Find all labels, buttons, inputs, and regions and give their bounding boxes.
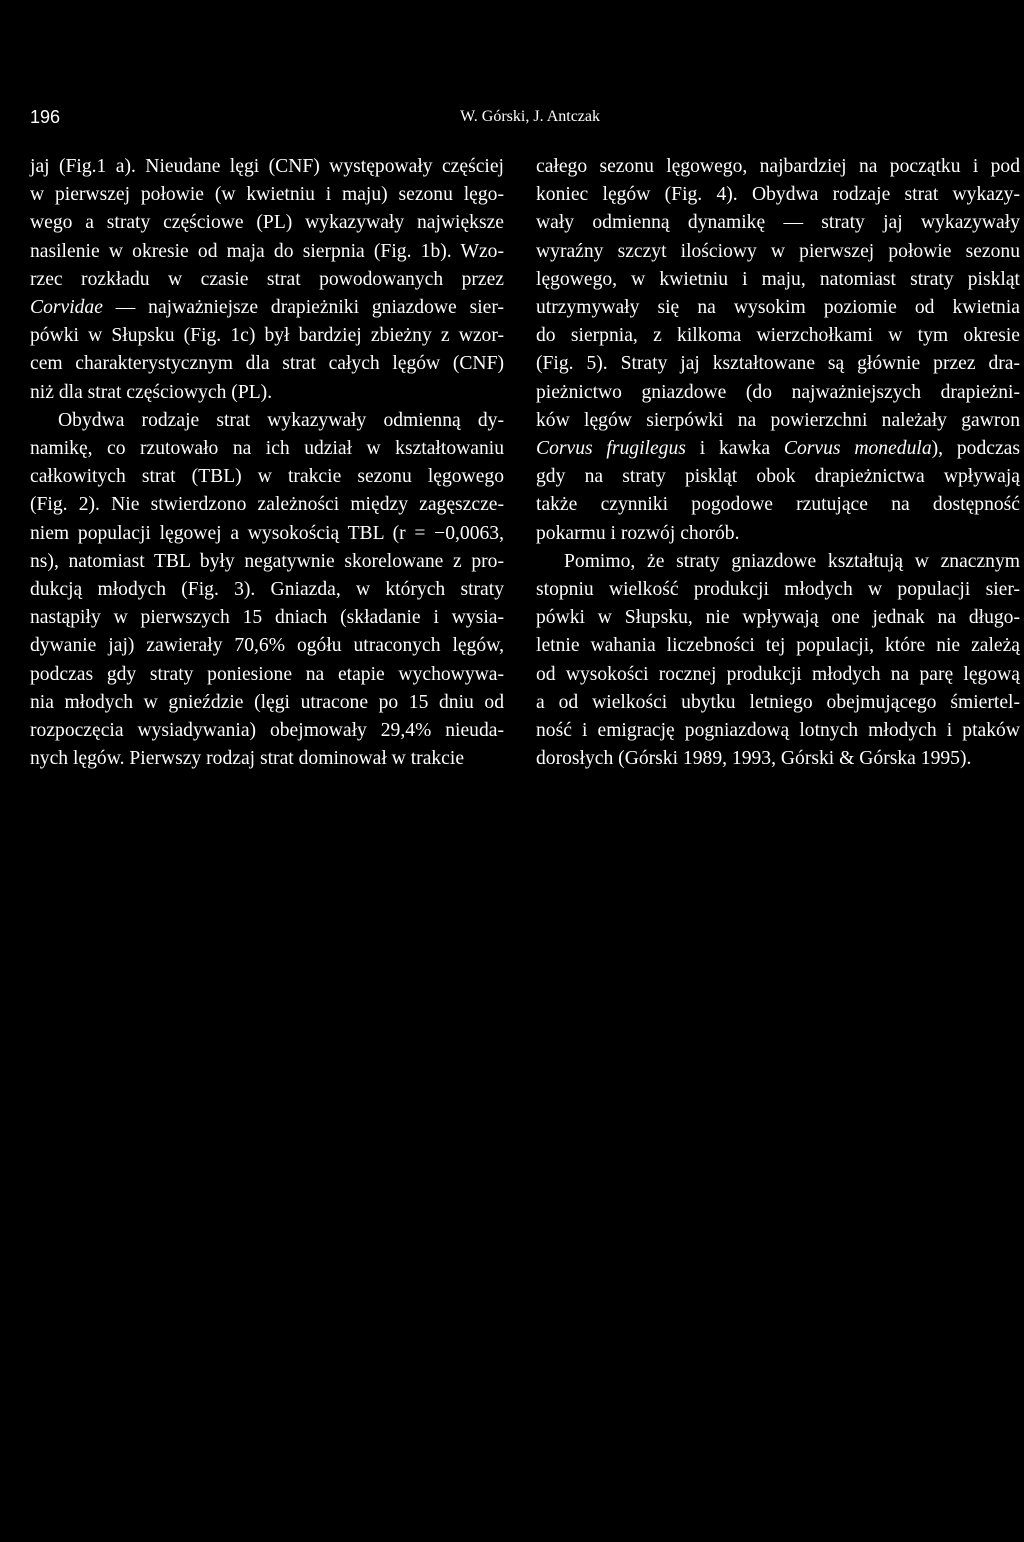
text-line bbox=[536, 689, 1020, 717]
text-segment: lęgowego, w kwietniu i maju, natomiast straty piskląt bbox=[536, 268, 1020, 290]
text-column-right bbox=[536, 153, 1020, 773]
text-segment: rzec rozkładu w czasie strat powodowanych przez bbox=[30, 268, 504, 290]
text-line bbox=[536, 604, 1020, 632]
text-line bbox=[536, 576, 1020, 604]
paragraph bbox=[30, 407, 504, 774]
text-line bbox=[536, 294, 1020, 322]
text-line bbox=[536, 632, 1020, 660]
text-line bbox=[536, 745, 1020, 773]
text-segment: dywanie jaj) zawierały 70,6% ogółu utraconych lęgów, bbox=[30, 635, 504, 657]
text-line bbox=[30, 491, 504, 519]
text-line bbox=[536, 322, 1020, 350]
text-segment: niem populacji lęgowej a wysokością TBL (r = −0,0063, bbox=[30, 522, 504, 544]
text-line bbox=[30, 238, 504, 266]
text-segment: nych lęgów. Pierwszy rodzaj strat dominował w trakcie bbox=[30, 748, 465, 770]
text-line bbox=[30, 632, 504, 660]
text-line bbox=[30, 379, 504, 407]
text-segment: niż dla strat częściowych (PL). bbox=[30, 381, 273, 403]
paragraph bbox=[536, 548, 1020, 774]
text-line bbox=[536, 153, 1020, 181]
text-line bbox=[536, 661, 1020, 689]
text-segment: podczas gdy straty poniesione na etapie wychowywa- bbox=[30, 663, 504, 685]
text-line bbox=[30, 745, 504, 773]
running-head-authors: W. Górski, J. Antczak bbox=[460, 108, 600, 125]
text-segment: gdy na straty piskląt obok drapieżnictwa wpływają bbox=[536, 466, 1020, 488]
text-segment: rozpoczęcia wysiadywania) obejmowały 29,4% nieuda- bbox=[30, 720, 504, 742]
text-segment: ), podczas bbox=[931, 438, 1020, 460]
text-segment: (Fig. 2). Nie stwierdzono zależności między zagęszcze- bbox=[30, 494, 504, 516]
text-line bbox=[536, 520, 1020, 548]
text-segment: ns), natomiast TBL były negatywnie skorelowane z pro- bbox=[30, 550, 504, 572]
text-line bbox=[536, 266, 1020, 294]
text-segment: całego sezonu lęgowego, najbardziej na początku i pod bbox=[536, 156, 1020, 177]
text-segment: — najważniejsze drapieżniki gniazdowe sier- bbox=[102, 297, 504, 319]
text-segment: do sierpnia, z kilkoma wierzchołkami w tym okresie bbox=[536, 325, 1020, 347]
text-line bbox=[30, 209, 504, 237]
italic-taxon-name: Corvus monedula bbox=[783, 438, 932, 460]
text-segment: wego a straty częściowe (PL) wykazywały największe bbox=[30, 212, 504, 234]
text-segment: koniec lęgów (Fig. 4). Obydwa rodzaje strat wykazy- bbox=[536, 184, 1020, 206]
text-segment: i kawka bbox=[685, 438, 784, 460]
text-line bbox=[30, 548, 504, 576]
text-line bbox=[30, 604, 504, 632]
text-segment: pokarmu i rozwój chorób. bbox=[536, 522, 740, 544]
italic-taxon-name: Corvidae bbox=[30, 297, 103, 319]
text-segment: pówki w Słupsku, nie wpływają one jednak na długo- bbox=[536, 607, 1020, 629]
text-segment: także czynniki pogodowe rzutujące na dostępność bbox=[536, 494, 1020, 516]
text-line bbox=[30, 717, 504, 745]
text-line bbox=[536, 379, 1020, 407]
text-line bbox=[30, 153, 504, 181]
page-header bbox=[30, 102, 600, 132]
text-line bbox=[30, 322, 504, 350]
text-segment: a od wielkości ubytku letniego obejmującego śmiertel- bbox=[536, 691, 1020, 713]
text-segment: letnie wahania liczebności tej populacji, które nie zależą bbox=[536, 635, 1020, 657]
text-segment: nia młodych w gnieździe (lęgi utracone po 15 dniu od bbox=[30, 691, 504, 713]
text-line bbox=[536, 463, 1020, 491]
text-segment: w pierwszej połowie (w kwietniu i maju) sezonu lęgo- bbox=[30, 184, 504, 206]
text-segment: cem charakterystycznym dla strat całych lęgów (CNF) bbox=[30, 353, 504, 375]
text-line bbox=[536, 548, 1020, 576]
text-segment: ków lęgów sierpówki na powierzchni należały gawron bbox=[536, 409, 1020, 431]
text-segment: całkowitych strat (TBL) w trakcie sezonu lęgowego bbox=[30, 466, 504, 488]
text-line bbox=[536, 238, 1020, 266]
text-segment: wały odmienną dynamikę — straty jaj wykazywały bbox=[536, 212, 1020, 234]
text-line bbox=[30, 350, 504, 378]
text-segment: Obydwa rodzaje strat wykazywały odmienną dy- bbox=[58, 409, 504, 431]
text-segment: ność i emigrację pogniazdową lotnych młodych i ptaków bbox=[536, 720, 1020, 742]
text-line bbox=[30, 576, 504, 604]
text-segment: od wysokości rocznej produkcji młodych na parę lęgową bbox=[536, 663, 1020, 685]
text-segment: (Fig. 5). Straty jaj kształtowane są głównie przez dra- bbox=[536, 353, 1020, 375]
text-line bbox=[536, 435, 1020, 463]
paragraph bbox=[30, 153, 504, 407]
italic-taxon-name: Corvus frugilegus bbox=[536, 438, 686, 460]
text-segment: pówki w Słupsku (Fig. 1c) był bardziej zbieżny z wzor- bbox=[30, 325, 504, 347]
text-segment: nasilenie w okresie od maja do sierpnia (Fig. 1b). Wzo- bbox=[30, 240, 504, 262]
text-line bbox=[536, 181, 1020, 209]
text-column-left bbox=[30, 153, 504, 773]
text-line bbox=[30, 266, 504, 294]
text-line bbox=[30, 520, 504, 548]
text-segment: jaj (Fig.1 a). Nieudane lęgi (CNF) występowały częściej bbox=[30, 156, 504, 177]
text-segment: nastąpiły w pierwszych 15 dniach (składanie i wysia- bbox=[30, 607, 504, 629]
text-line bbox=[30, 407, 504, 435]
text-line bbox=[30, 661, 504, 689]
text-line bbox=[536, 350, 1020, 378]
text-segment: stopniu wielkość produkcji młodych w populacji sier- bbox=[536, 579, 1020, 601]
text-segment: namikę, co rzutowało na ich udział w kształtowaniu bbox=[30, 438, 504, 460]
text-segment: pieżnictwo gniazdowe (do najważniejszych drapieżni- bbox=[536, 381, 1020, 403]
text-segment: dukcją młodych (Fig. 3). Gniazda, w których straty bbox=[30, 579, 504, 601]
page-number: 196 bbox=[30, 107, 61, 127]
text-line bbox=[30, 181, 504, 209]
text-segment: dorosłych (Górski 1989, 1993, Górski & Górska 1995). bbox=[536, 748, 972, 770]
text-line bbox=[536, 717, 1020, 745]
paragraph bbox=[536, 153, 1020, 548]
text-line bbox=[536, 407, 1020, 435]
text-segment: Pomimo, że straty gniazdowe kształtują w znacznym bbox=[564, 550, 1020, 572]
text-line bbox=[30, 435, 504, 463]
text-line bbox=[536, 491, 1020, 519]
text-line bbox=[30, 463, 504, 491]
text-line bbox=[536, 209, 1020, 237]
text-segment: utrzymywały się na wysokim poziomie od kwietnia bbox=[536, 297, 1020, 319]
text-line bbox=[30, 689, 504, 717]
text-segment: wyraźny szczyt ilościowy w pierwszej połowie sezonu bbox=[536, 240, 1020, 262]
text-line bbox=[30, 294, 504, 322]
